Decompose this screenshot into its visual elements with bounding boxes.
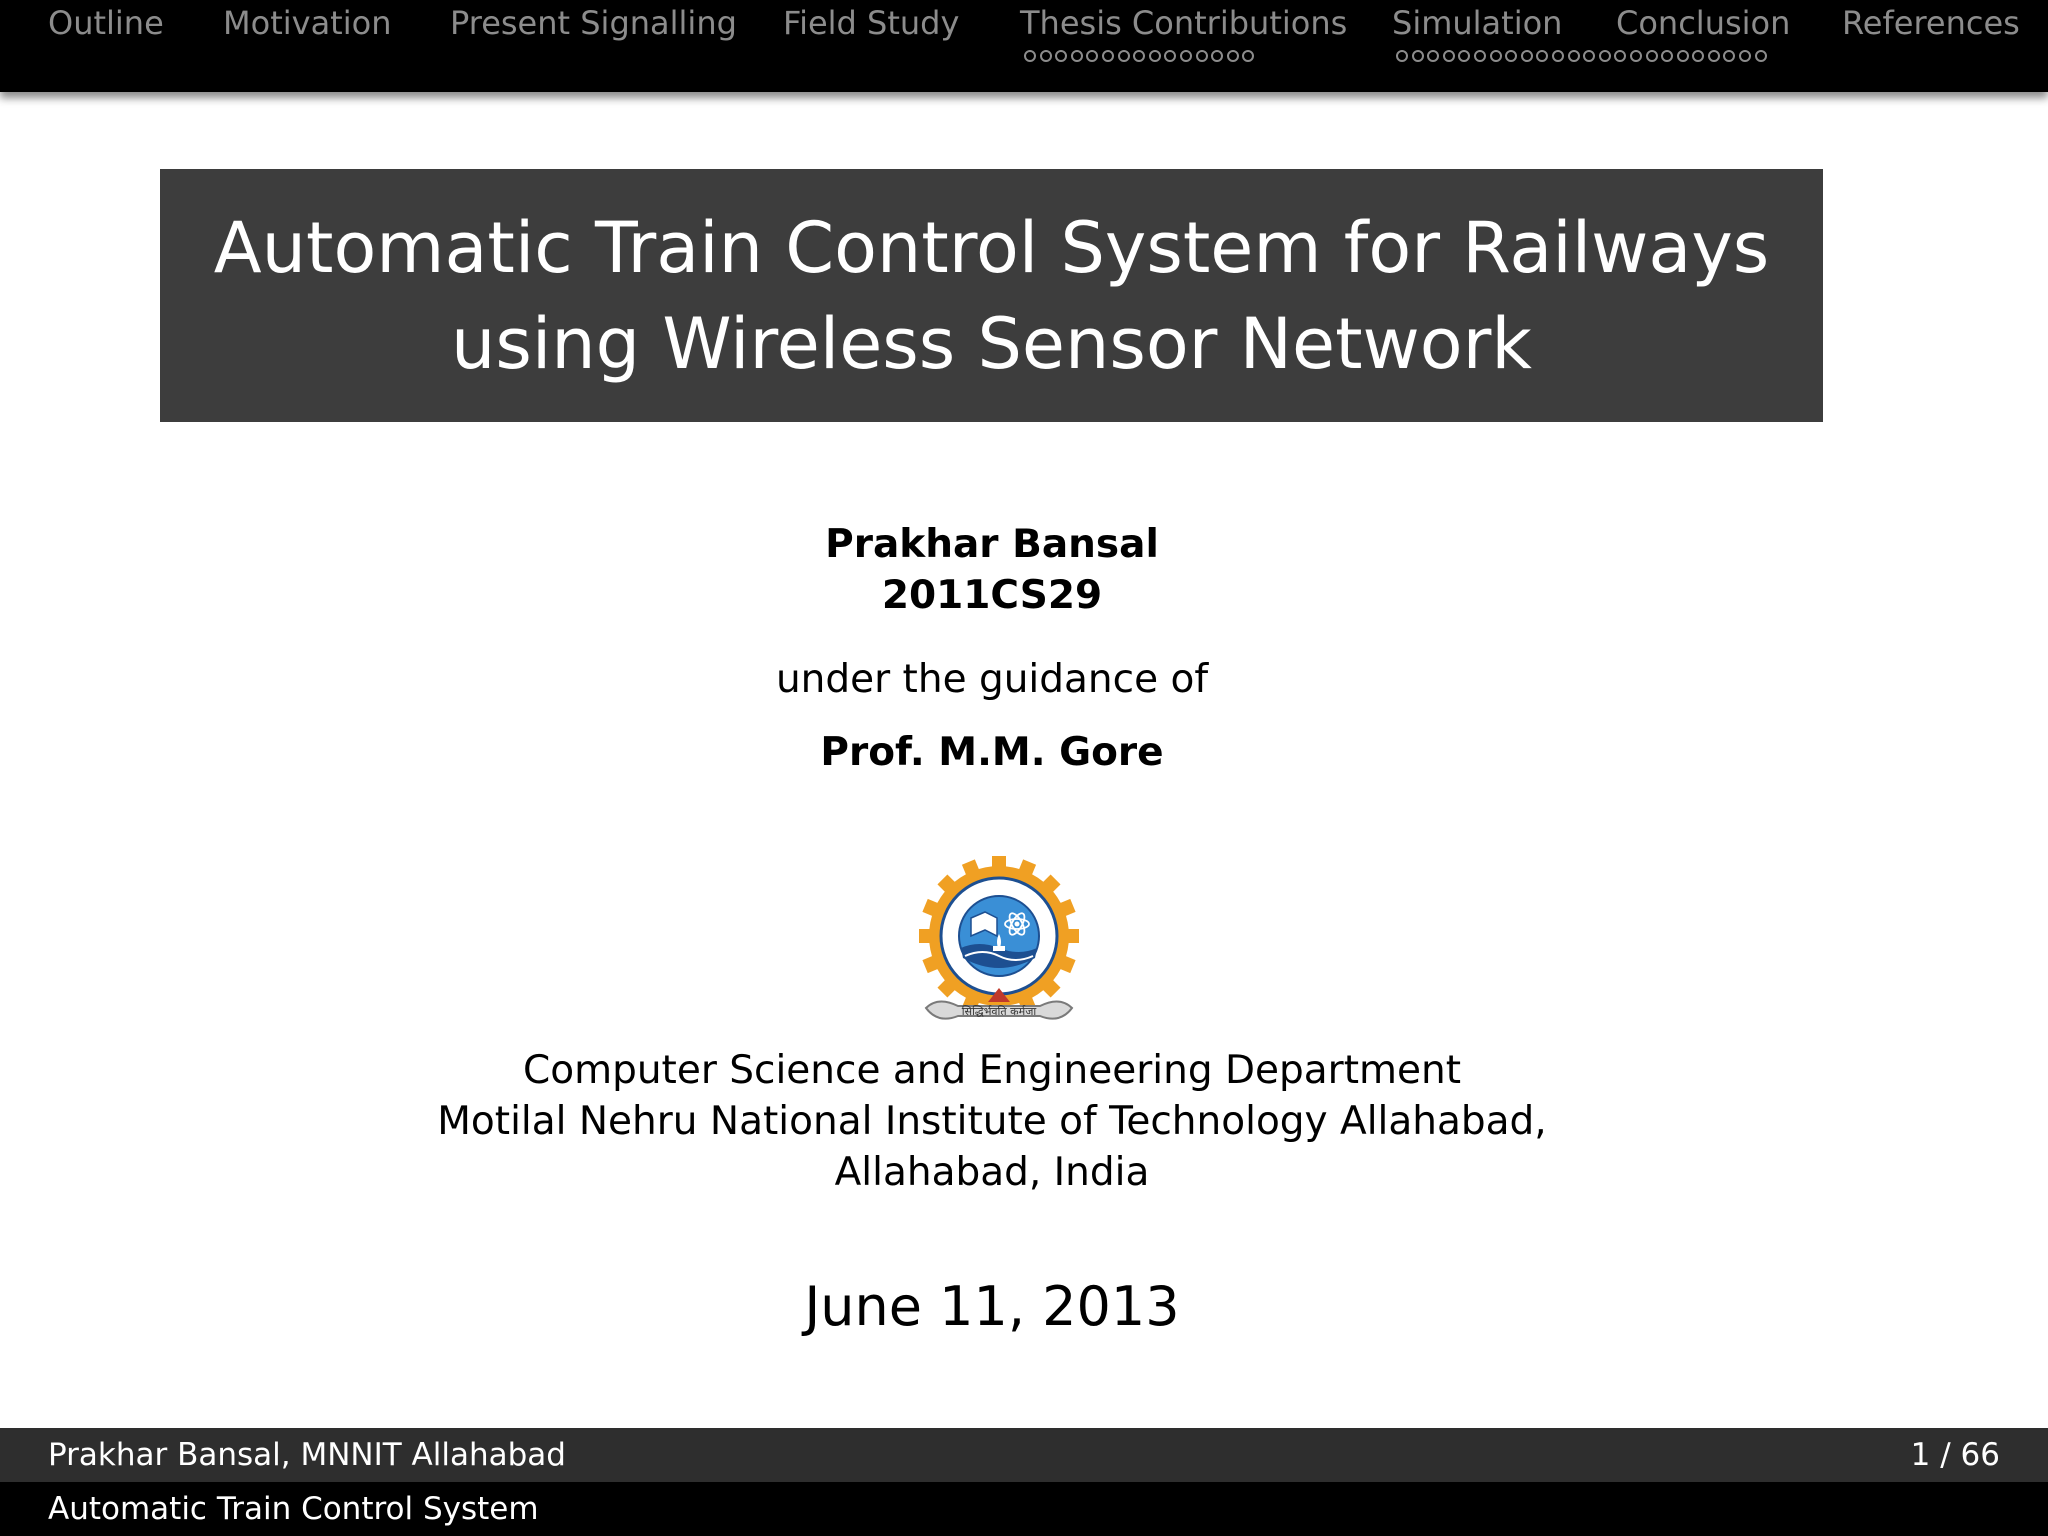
nav-slide-dot[interactable] xyxy=(1024,50,1036,62)
author-roll-number: 2011CS29 xyxy=(881,573,1103,618)
section-navigation-bar xyxy=(0,0,2048,92)
nav-slide-dot[interactable] xyxy=(1040,50,1052,62)
title-line-2: using Wireless Sensor Network xyxy=(451,302,1532,385)
nav-slide-dot[interactable] xyxy=(1677,50,1689,62)
institute-logo-icon xyxy=(918,856,1080,1036)
nav-slide-dot[interactable] xyxy=(1443,50,1455,62)
nav-slide-dot[interactable] xyxy=(1164,50,1176,62)
nav-slide-dot[interactable] xyxy=(1211,50,1223,62)
nav-slide-dot[interactable] xyxy=(1071,50,1083,62)
presentation-title xyxy=(214,200,1769,392)
nav-slide-dot[interactable] xyxy=(1118,50,1130,62)
nav-slide-dot[interactable] xyxy=(1708,50,1720,62)
presentation-date: June 11, 2013 xyxy=(804,1275,1180,1338)
nav-slide-dot[interactable] xyxy=(1055,50,1067,62)
nav-slide-dot[interactable] xyxy=(1458,50,1470,62)
nav-item-simulation[interactable]: Simulation xyxy=(1392,4,1563,42)
nav-item-present-signalling[interactable]: Present Signalling xyxy=(450,4,737,42)
nav-slide-dot[interactable] xyxy=(1723,50,1735,62)
nav-slide-dot[interactable] xyxy=(1149,50,1161,62)
nav-slide-dot[interactable] xyxy=(1242,50,1254,62)
nav-slide-dot[interactable] xyxy=(1739,50,1751,62)
nav-item-references[interactable]: References xyxy=(1842,4,2020,42)
footer-title-bar xyxy=(0,1482,2048,1536)
footer-short-title: Automatic Train Control System xyxy=(48,1491,539,1527)
department-line: Computer Science and Engineering Department xyxy=(522,1048,1462,1093)
nav-slide-dot[interactable] xyxy=(1661,50,1673,62)
nav-slide-dot[interactable] xyxy=(1474,50,1486,62)
nav-slide-dot[interactable] xyxy=(1646,50,1658,62)
nav-slide-dot[interactable] xyxy=(1552,50,1564,62)
nav-slide-dot[interactable] xyxy=(1599,50,1611,62)
nav-slide-dot[interactable] xyxy=(1536,50,1548,62)
institute-line: Motilal Nehru National Institute of Technology Allahabad, xyxy=(437,1099,1547,1144)
nav-slide-dot[interactable] xyxy=(1180,50,1192,62)
nav-slide-dot[interactable] xyxy=(1521,50,1533,62)
nav-slide-dot[interactable] xyxy=(1505,50,1517,62)
nav-item-conclusion[interactable]: Conclusion xyxy=(1616,4,1791,42)
guidance-text: under the guidance of xyxy=(775,657,1209,702)
nav-slide-dot[interactable] xyxy=(1427,50,1439,62)
nav-slide-dot[interactable] xyxy=(1490,50,1502,62)
author-name: Prakhar Bansal xyxy=(825,522,1159,567)
nav-slide-dot[interactable] xyxy=(1133,50,1145,62)
nav-item-thesis-contributions[interactable]: Thesis Contributions xyxy=(1020,4,1348,42)
nav-slide-dot[interactable] xyxy=(1412,50,1424,62)
footer-author-institute: Prakhar Bansal, MNNIT Allahabad xyxy=(48,1437,566,1473)
location-line: Allahabad, India xyxy=(834,1150,1150,1195)
nav-slide-dot[interactable] xyxy=(1196,50,1208,62)
nav-slide-dot[interactable] xyxy=(1692,50,1704,62)
nav-slide-dot[interactable] xyxy=(1614,50,1626,62)
logo-motto: सिद्धिर्भवति कर्मजा xyxy=(961,1005,1037,1018)
nav-item-motivation[interactable]: Motivation xyxy=(223,4,392,42)
title-box xyxy=(160,169,1823,422)
nav-item-outline[interactable]: Outline xyxy=(48,4,164,42)
nav-slide-dot[interactable] xyxy=(1568,50,1580,62)
nav-slide-dot[interactable] xyxy=(1583,50,1595,62)
nav-slide-dot[interactable] xyxy=(1086,50,1098,62)
nav-item-field-study[interactable]: Field Study xyxy=(783,4,960,42)
nav-slide-dot[interactable] xyxy=(1102,50,1114,62)
footer-author-bar xyxy=(0,1428,2048,1482)
nav-slide-dot[interactable] xyxy=(1227,50,1239,62)
title-line-1: Automatic Train Control System for Railways xyxy=(213,206,1770,289)
nav-slide-dot[interactable] xyxy=(1396,50,1408,62)
guide-name: Prof. M.M. Gore xyxy=(820,730,1164,775)
nav-dots-thesis-contributions xyxy=(1024,50,1254,66)
nav-slide-dot[interactable] xyxy=(1755,50,1767,62)
footer-page-number: 1 / 66 xyxy=(1910,1437,2000,1473)
nav-slide-dot[interactable] xyxy=(1630,50,1642,62)
nav-dots-simulation xyxy=(1396,50,1767,66)
